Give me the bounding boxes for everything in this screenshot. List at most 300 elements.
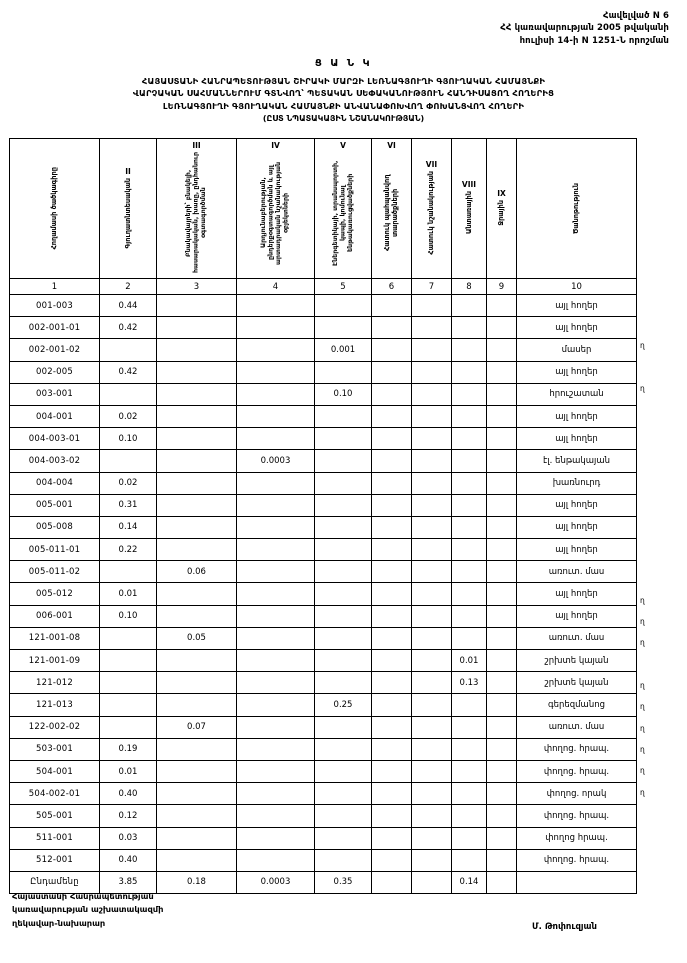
land-table <box>9 138 637 894</box>
cell-agricultural <box>100 650 157 672</box>
cell-agricultural: 0.14 <box>100 516 157 538</box>
cell-water <box>487 539 517 561</box>
cell-industrial <box>237 383 315 405</box>
cell-forest <box>452 583 487 605</box>
cell-note: փողոց. հրապ. <box>517 849 637 871</box>
cell-note: այլ հողեր <box>517 295 637 317</box>
cell-industrial <box>237 650 315 672</box>
cell-settlements: 0.05 <box>157 627 237 649</box>
cell-protected <box>372 539 412 561</box>
th-notes-label: Ծանոթություն <box>572 183 581 234</box>
cell-code: 004-003-02 <box>10 450 100 472</box>
th-code <box>10 139 100 279</box>
cell-settlements <box>157 672 237 694</box>
cell-special <box>412 339 452 361</box>
cell-special <box>412 627 452 649</box>
cell-special <box>412 450 452 472</box>
cell-energy <box>315 605 372 627</box>
signature-name: Մ. Թոփուզյան <box>532 922 597 932</box>
cell-settlements <box>157 494 237 516</box>
cell-water <box>487 694 517 716</box>
footer-line-2: կառավարության աշխատակազմի <box>12 904 164 915</box>
cell-agricultural <box>100 627 157 649</box>
cell-energy <box>315 361 372 383</box>
cell-energy <box>315 849 372 871</box>
cell-settlements <box>157 805 237 827</box>
cell-forest <box>452 428 487 450</box>
cell-agricultural: 0.10 <box>100 428 157 450</box>
cell-forest <box>452 494 487 516</box>
margin-mark: ղ <box>640 702 645 711</box>
cell-code: 004-001 <box>10 405 100 427</box>
cell-agricultural: 0.03 <box>100 827 157 849</box>
table-row <box>10 716 637 738</box>
cell-energy <box>315 472 372 494</box>
cell-agricultural <box>100 383 157 405</box>
num-3: 3 <box>157 279 237 295</box>
total-label: Ընդամենը <box>10 871 100 893</box>
cell-settlements <box>157 405 237 427</box>
table-row <box>10 516 637 538</box>
cell-special <box>412 760 452 782</box>
total-agricultural: 3.85 <box>100 871 157 893</box>
th-industrial <box>237 139 315 279</box>
cell-settlements <box>157 516 237 538</box>
cell-industrial <box>237 627 315 649</box>
cell-note: փողոց հրապ. <box>517 827 637 849</box>
num-5: 5 <box>315 279 372 295</box>
table-row <box>10 383 637 405</box>
cell-special <box>412 428 452 450</box>
cell-water <box>487 428 517 450</box>
cell-protected <box>372 605 412 627</box>
cell-settlements <box>157 295 237 317</box>
cell-forest: 0.13 <box>452 672 487 694</box>
title-subtitle: (ԸՍՏ ՆՊԱՏԱԿԱՅԻՆ ՆՇԱՆԱԿՈՒԹՅԱՆ) <box>262 114 425 124</box>
cell-code: 005-008 <box>10 516 100 538</box>
margin-mark: ղ <box>640 681 645 690</box>
cell-forest <box>452 516 487 538</box>
th-code-label: Հողամասի ծածկագիրը <box>50 167 59 250</box>
cell-settlements <box>157 694 237 716</box>
cell-note: այլ հողեր <box>517 583 637 605</box>
cell-water <box>487 605 517 627</box>
cell-code: 005-001 <box>10 494 100 516</box>
total-water <box>487 871 517 893</box>
cell-forest <box>452 561 487 583</box>
cell-protected <box>372 450 412 472</box>
cell-forest <box>452 450 487 472</box>
table-number-row <box>10 279 637 295</box>
table-row <box>10 650 637 672</box>
cell-settlements <box>157 539 237 561</box>
cell-energy: 0.25 <box>315 694 372 716</box>
th-special-roman: VII <box>425 160 438 170</box>
cell-forest <box>452 405 487 427</box>
cell-industrial <box>237 405 315 427</box>
cell-forest: 0.01 <box>452 650 487 672</box>
cell-note: էլ. ենթակայան <box>517 450 637 472</box>
cell-industrial <box>237 516 315 538</box>
cell-water <box>487 827 517 849</box>
cell-protected <box>372 494 412 516</box>
cell-note: այլ հողեր <box>517 605 637 627</box>
cell-special <box>412 650 452 672</box>
cell-water <box>487 317 517 339</box>
cell-special <box>412 605 452 627</box>
cell-energy <box>315 805 372 827</box>
total-energy: 0.35 <box>315 871 372 893</box>
cell-industrial <box>237 361 315 383</box>
table-row <box>10 627 637 649</box>
cell-energy <box>315 428 372 450</box>
cell-code: 003-001 <box>10 383 100 405</box>
th-industrial-label: Արդյունաբերության, ընդերքօգտագործման և այլ արտադրական նշանակության օբյեկտների <box>260 161 291 265</box>
cell-code: 006-001 <box>10 605 100 627</box>
cell-protected <box>372 516 412 538</box>
cell-special <box>412 716 452 738</box>
table-row <box>10 827 637 849</box>
cell-protected <box>372 672 412 694</box>
cell-protected <box>372 383 412 405</box>
cell-industrial <box>237 472 315 494</box>
cell-energy <box>315 450 372 472</box>
cell-energy <box>315 516 372 538</box>
cell-code: 504-001 <box>10 760 100 782</box>
cell-code: 503-001 <box>10 738 100 760</box>
cell-special <box>412 672 452 694</box>
cell-industrial <box>237 339 315 361</box>
cell-note: փողոց. որակ <box>517 783 637 805</box>
cell-water <box>487 405 517 427</box>
cell-special <box>412 583 452 605</box>
cell-protected <box>372 849 412 871</box>
cell-energy <box>315 650 372 672</box>
table-row <box>10 783 637 805</box>
table-row <box>10 472 637 494</box>
title-line-3: ԼԵՌՆԱԳՅՈՒՂԻ ԳՅՈՒՂԱԿԱՆ ՀԱՄԱՅՆՔԻ ԱՆՎԱՆԱՓՈԽՎՈՂ ՓՈԽԱՆՑՎՈՂ ՀՈՂԵՐԻ <box>162 100 525 111</box>
cell-special <box>412 738 452 760</box>
num-4: 4 <box>237 279 315 295</box>
th-protected <box>372 139 412 279</box>
cell-settlements <box>157 738 237 760</box>
cell-water <box>487 383 517 405</box>
cell-protected <box>372 827 412 849</box>
cell-energy <box>315 494 372 516</box>
cell-industrial: 0.0003 <box>237 450 315 472</box>
cell-energy <box>315 583 372 605</box>
table-row <box>10 539 637 561</box>
cell-protected <box>372 295 412 317</box>
table-row <box>10 805 637 827</box>
th-settlements-roman: III <box>192 141 201 150</box>
cell-forest <box>452 605 487 627</box>
footer-line-3: ղեկավար-նախարար <box>12 917 106 928</box>
cell-note: այլ հողեր <box>517 516 637 538</box>
cell-water <box>487 672 517 694</box>
cell-industrial <box>237 295 315 317</box>
table-row <box>10 494 637 516</box>
cell-forest <box>452 760 487 782</box>
title-block <box>0 58 687 123</box>
th-special-label: Հատուկ նշանակության <box>427 171 436 255</box>
cell-energy <box>315 827 372 849</box>
cell-code: 005-011-02 <box>10 561 100 583</box>
margin-mark: ղ <box>640 617 645 626</box>
cell-protected <box>372 405 412 427</box>
cell-energy <box>315 738 372 760</box>
cell-settlements <box>157 783 237 805</box>
cell-agricultural: 0.10 <box>100 605 157 627</box>
cell-settlements <box>157 650 237 672</box>
cell-agricultural: 0.40 <box>100 783 157 805</box>
cell-code: 004-003-01 <box>10 428 100 450</box>
cell-energy <box>315 627 372 649</box>
cell-code: 121-001-08 <box>10 627 100 649</box>
cell-note: այլ հողեր <box>517 539 637 561</box>
cell-note: այլ հողեր <box>517 317 637 339</box>
cell-forest <box>452 694 487 716</box>
cell-forest <box>452 716 487 738</box>
cell-note: առուտ. մաս <box>517 716 637 738</box>
cell-note: գերեզմանոց <box>517 694 637 716</box>
th-agricultural-label: Գյուղատնտեսական <box>123 177 132 249</box>
cell-water <box>487 627 517 649</box>
cell-settlements <box>157 760 237 782</box>
cell-agricultural <box>100 716 157 738</box>
cell-energy <box>315 760 372 782</box>
cell-special <box>412 295 452 317</box>
cell-note: շրխտե կայան <box>517 672 637 694</box>
cell-forest <box>452 738 487 760</box>
cell-protected <box>372 760 412 782</box>
cell-agricultural: 0.12 <box>100 805 157 827</box>
th-water-label: Ջրային <box>497 200 506 226</box>
cell-industrial <box>237 494 315 516</box>
table-row <box>10 760 637 782</box>
cell-code: 005-012 <box>10 583 100 605</box>
cell-settlements <box>157 428 237 450</box>
cell-protected <box>372 694 412 716</box>
cell-forest <box>452 383 487 405</box>
cell-protected <box>372 361 412 383</box>
cell-protected <box>372 583 412 605</box>
cell-energy <box>315 716 372 738</box>
cell-forest <box>452 783 487 805</box>
cell-agricultural: 0.40 <box>100 849 157 871</box>
table-row <box>10 450 637 472</box>
table-row <box>10 317 637 339</box>
cell-forest <box>452 472 487 494</box>
cell-industrial <box>237 694 315 716</box>
num-6: 6 <box>372 279 412 295</box>
cell-note: փողոց. հրապ. <box>517 805 637 827</box>
cell-industrial <box>237 428 315 450</box>
total-note <box>517 871 637 893</box>
footer-block <box>12 890 163 930</box>
cell-forest <box>452 805 487 827</box>
cell-special <box>412 783 452 805</box>
margin-mark: ղ <box>640 724 645 733</box>
cell-special <box>412 827 452 849</box>
cell-settlements <box>157 361 237 383</box>
total-protected <box>372 871 412 893</box>
cell-settlements <box>157 583 237 605</box>
cell-forest <box>452 317 487 339</box>
cell-note: հրուշատան <box>517 383 637 405</box>
land-table-wrapper <box>9 138 636 894</box>
margin-mark: ղ <box>640 596 645 605</box>
cell-settlements <box>157 317 237 339</box>
cell-water <box>487 849 517 871</box>
cell-code: 002-001-01 <box>10 317 100 339</box>
margin-mark: ղ <box>640 766 645 775</box>
cell-special <box>412 561 452 583</box>
cell-special <box>412 516 452 538</box>
table-row <box>10 339 637 361</box>
cell-protected <box>372 428 412 450</box>
cell-energy <box>315 783 372 805</box>
cell-code: 004-004 <box>10 472 100 494</box>
cell-forest <box>452 339 487 361</box>
cell-agricultural: 0.01 <box>100 760 157 782</box>
cell-water <box>487 339 517 361</box>
th-forest <box>452 139 487 279</box>
table-header-row <box>10 139 637 279</box>
margin-mark: ղ <box>640 384 645 393</box>
cell-note: այլ հողեր <box>517 494 637 516</box>
cell-industrial <box>237 783 315 805</box>
cell-code: 002-005 <box>10 361 100 383</box>
cell-water <box>487 783 517 805</box>
table-row <box>10 428 637 450</box>
margin-mark: ղ <box>640 341 645 350</box>
cell-code: 002-001-02 <box>10 339 100 361</box>
num-10: 10 <box>517 279 637 295</box>
cell-industrial <box>237 849 315 871</box>
cell-energy <box>315 295 372 317</box>
cell-note: այլ հողեր <box>517 428 637 450</box>
cell-industrial <box>237 827 315 849</box>
cell-water <box>487 760 517 782</box>
header-line-3: հուլիսի 14-ի N 1251-Ն որոշման <box>519 35 669 46</box>
cell-industrial <box>237 672 315 694</box>
cell-forest <box>452 295 487 317</box>
table-row <box>10 561 637 583</box>
cell-industrial <box>237 760 315 782</box>
table-row <box>10 672 637 694</box>
cell-water <box>487 494 517 516</box>
cell-water <box>487 716 517 738</box>
table-row <box>10 694 637 716</box>
cell-protected <box>372 805 412 827</box>
cell-water <box>487 361 517 383</box>
cell-code: 121-012 <box>10 672 100 694</box>
cell-agricultural: 0.31 <box>100 494 157 516</box>
total-forest: 0.14 <box>452 871 487 893</box>
th-energy-label: Էներգետիկայի, տրանսպորտի, կապի, կոմունալ ենթակառուցվածքների <box>331 160 354 266</box>
cell-protected <box>372 317 412 339</box>
cell-code: 505-001 <box>10 805 100 827</box>
cell-code: 122-002-02 <box>10 716 100 738</box>
th-protected-roman: VI <box>387 141 396 150</box>
document-header <box>500 10 669 47</box>
table-row <box>10 295 637 317</box>
th-settlements <box>157 139 237 279</box>
cell-energy <box>315 561 372 583</box>
cell-code: 504-002-01 <box>10 783 100 805</box>
total-special <box>412 871 452 893</box>
cell-note: այլ հողեր <box>517 405 637 427</box>
table-row <box>10 405 637 427</box>
cell-settlements <box>157 472 237 494</box>
cell-industrial <box>237 583 315 605</box>
num-7: 7 <box>412 279 452 295</box>
cell-water <box>487 738 517 760</box>
cell-protected <box>372 716 412 738</box>
cell-industrial <box>237 716 315 738</box>
cell-special <box>412 405 452 427</box>
cell-protected <box>372 783 412 805</box>
cell-protected <box>372 472 412 494</box>
cell-settlements <box>157 827 237 849</box>
cell-special <box>412 361 452 383</box>
cell-protected <box>372 738 412 760</box>
cell-settlements: 0.07 <box>157 716 237 738</box>
cell-agricultural: 0.44 <box>100 295 157 317</box>
cell-agricultural: 0.01 <box>100 583 157 605</box>
cell-agricultural <box>100 672 157 694</box>
cell-protected <box>372 339 412 361</box>
table-row <box>10 605 637 627</box>
cell-protected <box>372 561 412 583</box>
cell-energy <box>315 317 372 339</box>
page-title: Ց Ա Ն Կ <box>314 58 373 69</box>
margin-mark: ղ <box>640 638 645 647</box>
cell-code: 005-011-01 <box>10 539 100 561</box>
cell-settlements <box>157 383 237 405</box>
cell-settlements: 0.06 <box>157 561 237 583</box>
cell-energy: 0.001 <box>315 339 372 361</box>
cell-water <box>487 583 517 605</box>
cell-energy <box>315 539 372 561</box>
cell-note: մասեր <box>517 339 637 361</box>
cell-special <box>412 849 452 871</box>
cell-energy <box>315 405 372 427</box>
cell-note: առուտ. մաս <box>517 627 637 649</box>
table-row <box>10 583 637 605</box>
cell-forest <box>452 627 487 649</box>
th-forest-roman: VIII <box>461 180 477 190</box>
margin-mark: ղ <box>640 745 645 754</box>
cell-agricultural <box>100 339 157 361</box>
cell-settlements <box>157 450 237 472</box>
num-1: 1 <box>10 279 100 295</box>
cell-code: 121-001-09 <box>10 650 100 672</box>
cell-agricultural: 0.02 <box>100 472 157 494</box>
cell-water <box>487 295 517 317</box>
th-special <box>412 139 452 279</box>
table-row <box>10 738 637 760</box>
cell-water <box>487 561 517 583</box>
footer-line-1: Հայաստանի Հանրապետության <box>12 891 154 901</box>
margin-mark: ղ <box>640 788 645 797</box>
cell-water <box>487 805 517 827</box>
num-8: 8 <box>452 279 487 295</box>
cell-protected <box>372 650 412 672</box>
th-agricultural-roman: II <box>125 166 131 176</box>
cell-code: 512-001 <box>10 849 100 871</box>
